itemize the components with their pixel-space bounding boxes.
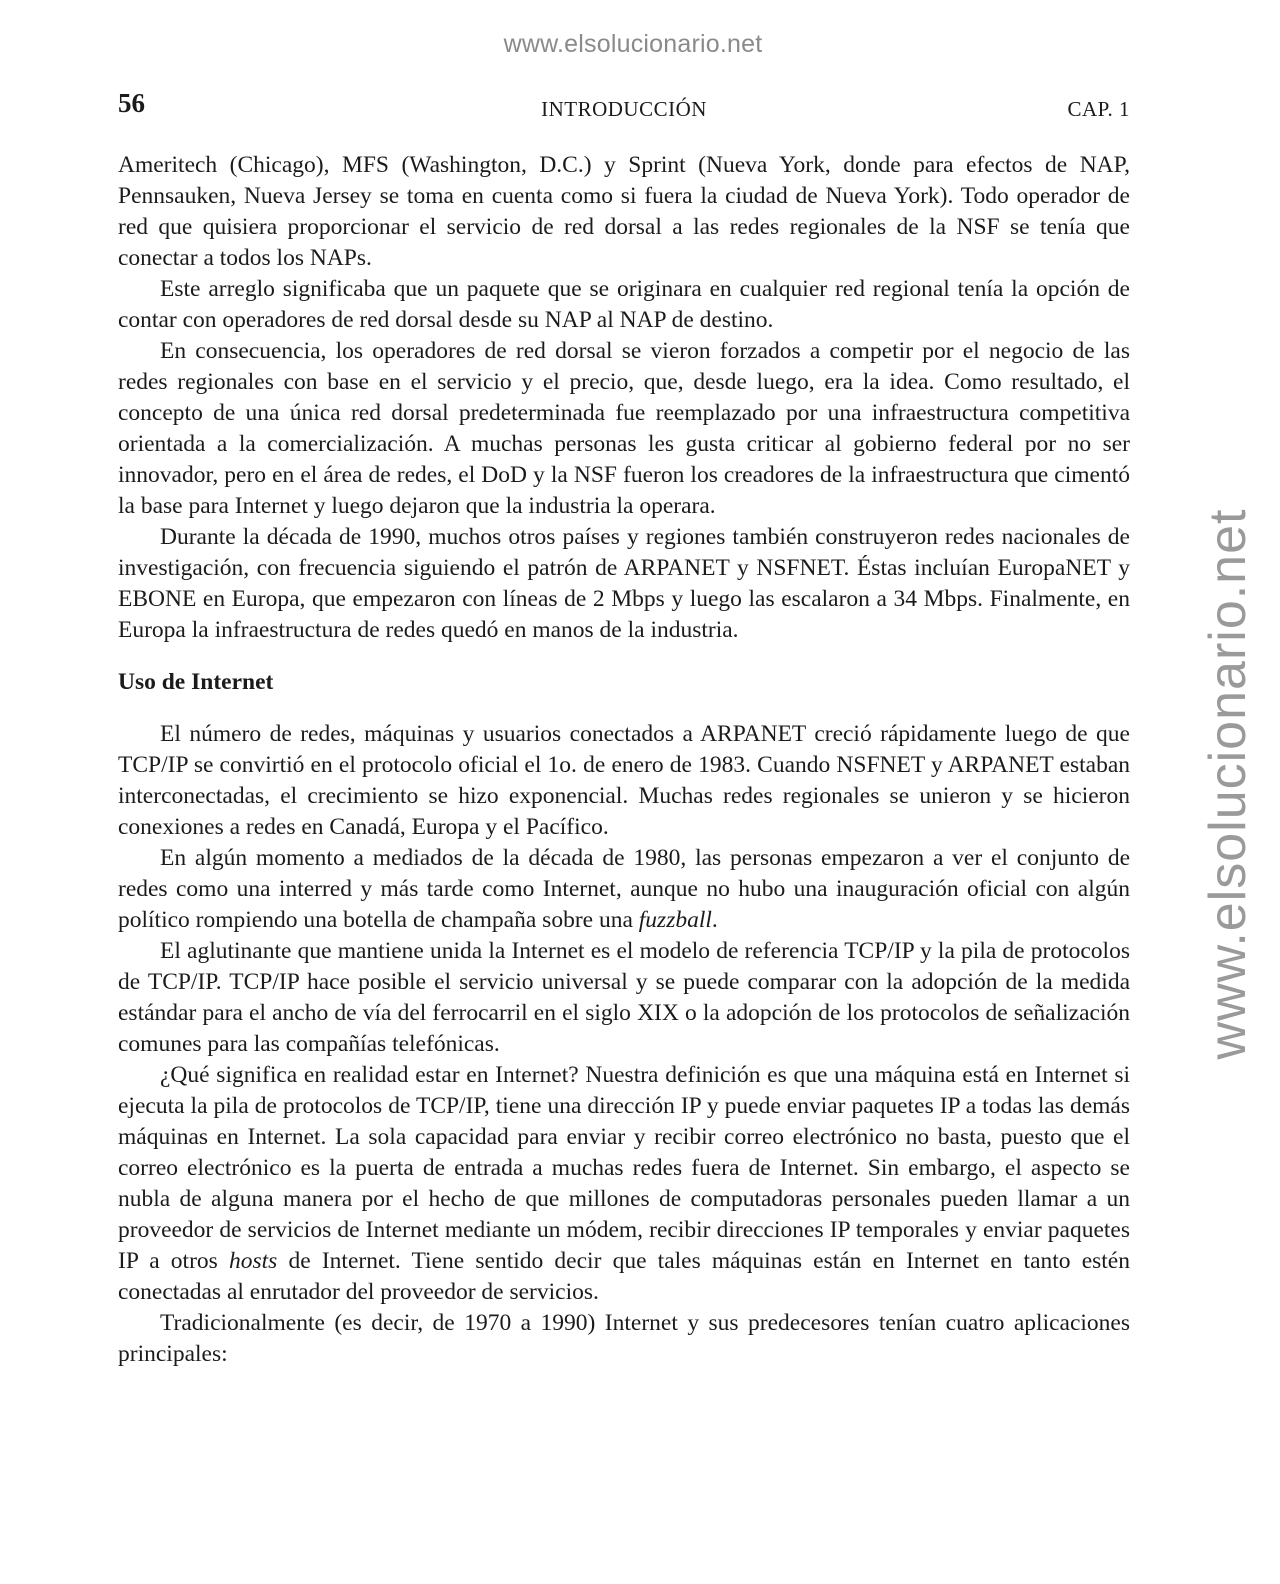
section-heading: Uso de Internet: [118, 669, 274, 695]
chapter-label: CAP. 1: [1067, 97, 1130, 121]
page-number: 56: [118, 88, 145, 118]
paragraph-4: Durante la década de 1990, muchos otros países y regiones también construyeron redes nacionales de investigación, con frecuencia siguiendo el patrón de ARPANET y NSFNET. Éstas incluían EuropaNET y EBONE en Europa, que empezaron con líneas de 2 Mbps y luego las escalaron a 34 Mbps. Finalmente, en Europa la infraestructura de redes quedó en manos de la industria.: [118, 524, 1130, 643]
paragraph-8-end: de Internet. Tiene sentido decir que tales máquinas están en Internet en tanto estén conectadas al enrutador del proveedor de servicios.: [118, 1248, 1130, 1305]
paragraph-1: Ameritech (Chicago), MFS (Washington, D.C.) y Sprint (Nueva York, donde para efectos de NAP, Pennsauken, Nueva Jersey se toma en cuenta como si fuera la ciudad de Nueva York). Todo operador de red que quisiera proporcionar el servicio de red dorsal a las redes regionales de la NSF se tenía que conectar a todos los NAPs.: [118, 152, 1130, 271]
watermark-side: www.elsolucionario.net: [1199, 508, 1257, 1060]
paragraph-3: En consecuencia, los operadores de red dorsal se vieron forzados a competir por el negocio de las redes regionales con base en el servicio y el precio, que, desde luego, era la idea. Como resultado, el concepto de una única red dorsal predeterminada fue reemplazado por una infraestructura competitiva orientada a la comercialización. A muchas personas les gusta criticar al gobierno federal por no ser innovador, pero en el área de redes, el DoD y la NSF fueron los creadores de la infraestructura que cimentó la base para Internet y luego dejaron que la industria la operara.: [118, 338, 1130, 519]
page-content: [118, 150, 1130, 1370]
paragraph-9: Tradicionalmente (es decir, de 1970 a 1990) Internet y sus predecesores tenían cuatro aplicaciones principales:: [118, 1310, 1130, 1367]
running-head: INTRODUCCIÓN: [541, 97, 707, 121]
page-header: [118, 88, 1130, 128]
paragraph-8-italic: hosts: [228, 1248, 278, 1274]
paragraph-6: [118, 843, 1130, 936]
paragraph-6-italic: fuzzball: [638, 907, 712, 933]
watermark-top: www.elsolucionario.net: [503, 30, 763, 58]
paragraph-5: El número de redes, máquinas y usuarios conectados a ARPANET creció rápidamente luego de que TCP/IP se convirtió en el protocolo oficial el 1o. de enero de 1983. Cuando NSFNET y ARPANET estaban interconectadas, el crecimiento se hizo exponencial. Muchas redes regionales se unieron y se hicieron conexiones a redes en Canadá, Europa y el Pacífico.: [118, 721, 1130, 840]
paragraph-6-end: .: [711, 907, 718, 933]
paragraph-8-text: ¿Qué significa en realidad estar en Internet? Nuestra definición es que una máquina está en Internet si ejecuta la pila de protocolos de TCP/IP, tiene una dirección IP y puede enviar paquetes IP a todas las demás máquinas en Internet. La sola capacidad para enviar y recibir correo electrónico no basta, puesto que el correo electrónico es la puerta de entrada a muchas redes fuera de Internet. Sin embargo, el aspecto se nubla de alguna manera por el hecho de que millones de computadoras personales pueden llamar a un proveedor de servicios de Internet mediante un módem, recibir direcciones IP temporales y enviar paquetes IP a otros: [118, 1062, 1130, 1274]
paragraph-8: [118, 1060, 1130, 1308]
paragraph-6-text: En algún momento a mediados de la década de 1980, las personas empezaron a ver el conjunto de redes como una interred y más tarde como Internet, aunque no hubo una inauguración oficial con algún político rompiendo una botella de champaña sobre una: [118, 845, 1130, 933]
paragraph-2: Este arreglo significaba que un paquete que se originara en cualquier red regional tenía la opción de contar con operadores de red dorsal desde su NAP al NAP de destino.: [118, 276, 1130, 333]
paragraph-7: El aglutinante que mantiene unida la Internet es el modelo de referencia TCP/IP y la pila de protocolos de TCP/IP. TCP/IP hace posible el servicio universal y se puede comparar con la adopción de la medida estándar para el ancho de vía del ferrocarril en el siglo XIX o la adopción de los protocolos de señalización comunes para las compañías telefónicas.: [118, 938, 1130, 1057]
